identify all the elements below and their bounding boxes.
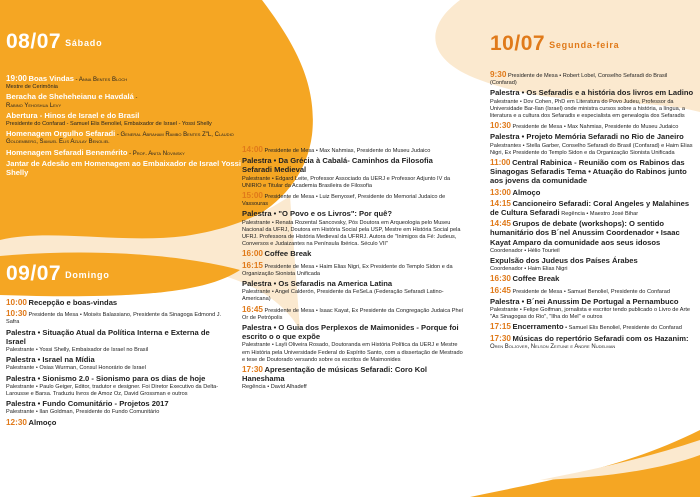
- middle-event: [242, 192, 464, 208]
- event-title: Homenagem Orgulho Sefaradi: [6, 129, 116, 139]
- day3-event: [490, 89, 695, 120]
- day3-event: [490, 133, 695, 157]
- event-time: 16:30: [490, 274, 511, 284]
- event-time: 9:30: [490, 70, 507, 79]
- event-title: Presidente de Mesa • Max Nahmias, Presidente do Museu Judaico: [512, 124, 679, 131]
- day3-event: [490, 200, 695, 218]
- event-title: Central Rabinica - Reunião com os Rabinos das Sinagogas Sefaradis Tema • Atuação do Rabinos junto aos jovens da comunidade: [490, 158, 687, 186]
- day3-event: [490, 257, 695, 273]
- day1-event: [6, 93, 262, 109]
- event-title: Palestra • Israel na Mídia: [6, 355, 95, 365]
- event-time: 12:30: [6, 417, 27, 427]
- event-title: Coffee Break: [512, 274, 560, 284]
- event-detail: Palestrante • Dov Cohen, PhD em Literatura do Povo Judeu, Professor da Universidade Bar-Ilan (Israel) onde ministra cursos sobre a história, a língua, a literatura e a cultura dos Sefaradis e especialista em genealogia dos Sefaradis: [490, 98, 685, 120]
- day3-column: [490, 32, 695, 353]
- event-title: Cancioneiro Sefaradi: Coral Angeles y Malahines de Cultura Sefaradi: [490, 198, 690, 218]
- day2-header: [6, 262, 230, 287]
- event-title: Abertura - Hinos de Israel e do Brasil: [6, 110, 140, 120]
- day2-event: [6, 310, 230, 326]
- middle-event: [242, 146, 464, 155]
- event-title: Presidente de Mesa • Haim Elias Nigri, Ex Presidente do Templo Sidon e da Organização Sionista Unificada: [242, 263, 453, 277]
- event-detail: Palestrante • Edgard Leite, Professor Associado da UERJ e Professor Adjunto IV da UNIRIO e Titular da Academia Brasileira de Filosofia: [242, 175, 451, 189]
- day2-event: [6, 299, 230, 308]
- day1-event: [6, 130, 262, 146]
- event-detail: Palestrante • Felipe Goifman, jornalista e escritor tendo publicado o Livro de Arte "As Sinagogas do Rio", "Ilha do Mel" e outros: [490, 307, 691, 321]
- event-title: Palestra • Situação Atual da Política Interna e Externa de Israel: [6, 327, 210, 346]
- day2-date: 09/07: [6, 262, 62, 285]
- day1-event: [6, 112, 262, 128]
- event-detail: Regência • David Alhadeff: [242, 384, 307, 391]
- middle-event: [242, 366, 464, 392]
- event-time: 10:30: [6, 309, 27, 319]
- event-title: Palestra • Fundo Comunitário - Projetos 2017: [6, 399, 169, 409]
- day2-event: [6, 400, 230, 416]
- event-title: Presidente de Mesa • Isaac Kayat, Ex Presidente da Congregação Judaica Pheí Or de Petrópolis: [242, 307, 464, 321]
- middle-event: [242, 324, 464, 364]
- event-time: 14:45: [490, 219, 511, 229]
- event-detail: Palestrante • Layli Oliveira Rosado, Doutoranda em História Política da UERJ e Mestre em História pela Universidade Federal do Espírito Santo, com a dissertação de Mestrado e tese de Doutorado versando sobre os escritos de Maimonides: [242, 342, 463, 363]
- event-person: - Prof. Anita Novinsky: [129, 150, 185, 157]
- day3-event: [490, 298, 695, 322]
- event-time: 16:45: [242, 304, 263, 314]
- event-time: 13:00: [490, 187, 511, 197]
- day1-date: 08/07: [6, 30, 62, 53]
- event-detail: Palestrante • Renata Rozental Sancovsky, Pós Doutora em Arqueologia pelo Museu Nacional da UFRJ, Doutora em História Social pela USP, Mestre em História Social pela UFRJ. Professora de História Medieval da UFRRJ. Autora de "Inimigos da Fé: Judeus, Conversos e Judaizantes na Península Ibérica. Século VII": [242, 219, 461, 248]
- event-time: 15:00: [242, 191, 263, 201]
- day3-header: [490, 32, 695, 57]
- event-time: 14:00: [242, 145, 263, 154]
- event-title: Homenagem Sefaradi Benemérito: [6, 147, 128, 157]
- event-time: 11:00: [490, 158, 511, 168]
- day3-event: [490, 275, 695, 284]
- event-title: Palestra • Projeto Memória Sefaradi no Rio de Janeiro: [490, 132, 684, 142]
- event-title: Beracha de Sheheheianu e Havdalá: [6, 92, 134, 102]
- event-title: Expulsão dos Judeus dos Países Árabes: [490, 256, 638, 266]
- event-title: Almoço: [28, 417, 57, 427]
- middle-event: [242, 280, 464, 304]
- event-time: 17:15: [490, 322, 511, 332]
- middle-event: [242, 262, 464, 278]
- event-time: 17:30: [242, 365, 263, 375]
- middle-column: [242, 146, 464, 394]
- event-person: -: [135, 95, 138, 102]
- event-title: Jantar de Adesão em Homenagem ao Embaixador de Israel Yossi Shelly: [6, 158, 241, 178]
- middle-event: [242, 306, 464, 322]
- day2-event: [6, 356, 230, 372]
- event-title: Almoço: [512, 187, 541, 197]
- event-title: Apresentação de músicas Sefaradi: Coro Kol Haneshama: [242, 365, 427, 384]
- middle-event: [242, 210, 464, 248]
- day3-event: [490, 220, 695, 255]
- event-detail: Palestrante • Paulo Geiger, Editor, tradutor e designer. Foi Diretor Executivo da Delta-Larousse e Barsa. Traduziu livros de Amoz Oz, David Grossman e outros: [6, 383, 219, 398]
- event-detail: Coordenador • Hélio Tourieil: [490, 247, 560, 254]
- event-detail: Palestrante • Osias Wurman, Consul Honorário de Israel: [6, 365, 146, 372]
- event-title: Presidente de Mesa • Samuel Benoliel, Presidente do Confarad: [512, 288, 670, 295]
- day3-event: [490, 335, 695, 351]
- event-title: Músicas do repertório Sefaradi com os Hazanim:: [512, 333, 689, 343]
- event-detail: Presidente do Confarad - Samuel Elis Benoliel, Embaixador de Israel - Yossi Shelly: [6, 121, 212, 128]
- event-time: 10:00: [6, 298, 27, 307]
- day2-event: [6, 375, 230, 399]
- event-time: 17:30: [490, 333, 511, 343]
- day3-event: [490, 122, 695, 131]
- event-time: 16:45: [490, 285, 511, 295]
- day3-event: [490, 159, 695, 187]
- event-detail: Palestrantes • Stella Garber, Conselho Sefaradi do Brasil (Confarad) e Haim Elias Nigri, Ex Presidente do Templo Sidon e da Organização Sionista Unificada: [490, 142, 693, 156]
- event-detail: Rabino Yehoshua Levy: [6, 102, 62, 109]
- day2-event: [6, 329, 230, 355]
- event-title: Palestra • Da Grécia à Cabalá- Caminhos da Filosofia Sefaradi Medieval: [242, 156, 433, 175]
- event-title: Palestra • O Guia dos Perplexos de Maimonides - Porque foi escrito o o que expõe: [242, 323, 459, 342]
- event-detail: Coordenador • Haim Elias Nigri: [490, 266, 568, 273]
- event-title: Presidente de Mesa • Robert Lobel, Conselho Sefaradi do Brasil (Confarad): [490, 73, 668, 87]
- event-title: Coffee Break: [264, 249, 312, 259]
- day3-event: [490, 323, 695, 332]
- day3-weekday: Segunda-feira: [549, 40, 620, 50]
- event-title: Boas Vindas: [28, 74, 74, 83]
- event-title: Palestra • "O Povo e os Livros": Por quê?: [242, 209, 392, 219]
- event-detail: • Samuel Elis Benoliel, Presidente do Confarad: [565, 325, 682, 332]
- event-time: 14:15: [490, 198, 511, 208]
- event-title: Grupos de debate (workshops): O sentido humanitário dos B´nel Anussim Coordenador • Isaac Kayat Amparo da comunidade aos seus idosos: [490, 219, 680, 247]
- day3-event: [490, 189, 695, 198]
- middle-event: [242, 250, 464, 259]
- day1-weekday: Sábado: [65, 38, 103, 48]
- day3-event: [490, 287, 695, 296]
- day1-column: [6, 30, 262, 180]
- event-detail: Oren Boljover, Nelson Zeitune e Andre Nudelman: [490, 343, 616, 350]
- day3-event: [490, 71, 695, 87]
- event-time: 19:00: [6, 74, 27, 83]
- event-person: - General Abraham Rambo Bentes Z"L, Claudio Goldemberg, Samuel Elis Azulay Benoliel: [6, 132, 234, 146]
- day2-weekday: Domingo: [65, 270, 110, 280]
- event-title: Palestra • Os Sefaradis na America Latina: [242, 279, 393, 289]
- event-detail: Palestrante • Ilan Goldman, Presidente do Fundo Comunitário: [6, 409, 160, 416]
- event-title: Encerramento: [512, 322, 564, 332]
- event-title: Palestra • Sionismo 2.0 - Sionismo para os dias de hoje: [6, 373, 206, 383]
- event-time: 10:30: [490, 121, 511, 131]
- day2-column: [6, 262, 230, 430]
- event-title: Palestra • Os Sefaradis e a história dos livros em Ladino: [490, 88, 694, 98]
- event-detail: Regência • Maestro José Bihar: [561, 211, 639, 218]
- day1-event: [6, 75, 262, 91]
- event-detail: Palestrante • Angel Calderón, Presidente da FeSeLa (Federação Sefaradi Latino-Americana): [242, 289, 444, 303]
- day1-event: [6, 160, 262, 178]
- event-detail: Mestre de Cerimônia: [6, 84, 58, 91]
- day2-event: [6, 419, 230, 428]
- event-title: Presidente de Mesa • Luiz Benyosef, Presidente do Memorial Judaico de Vassouras: [242, 194, 446, 208]
- event-title: Recepção e boas-vindas: [28, 298, 118, 307]
- day3-date: 10/07: [490, 32, 546, 55]
- day1-event: [6, 149, 262, 158]
- event-title: Presidente de Mesa • Max Nahmias, Presidente do Museu Judaico: [264, 148, 431, 154]
- day1-header: [6, 30, 262, 55]
- event-title: Palestra • B´nei Anussim De Portugal a Pernambuco: [490, 296, 679, 306]
- event-title: Presidente da Mesa • Moisés Balassiano, Presidente da Sinagoga Edmond J. Safra: [6, 312, 222, 326]
- event-time: 16:15: [242, 260, 263, 270]
- event-time: 16:00: [242, 249, 263, 259]
- middle-event: [242, 157, 464, 190]
- event-detail: Palestrante • Yossi Shelly, Embaixador de Israel no Brasil: [6, 347, 149, 354]
- event-person: - Anna Bentes Bloch: [75, 77, 128, 83]
